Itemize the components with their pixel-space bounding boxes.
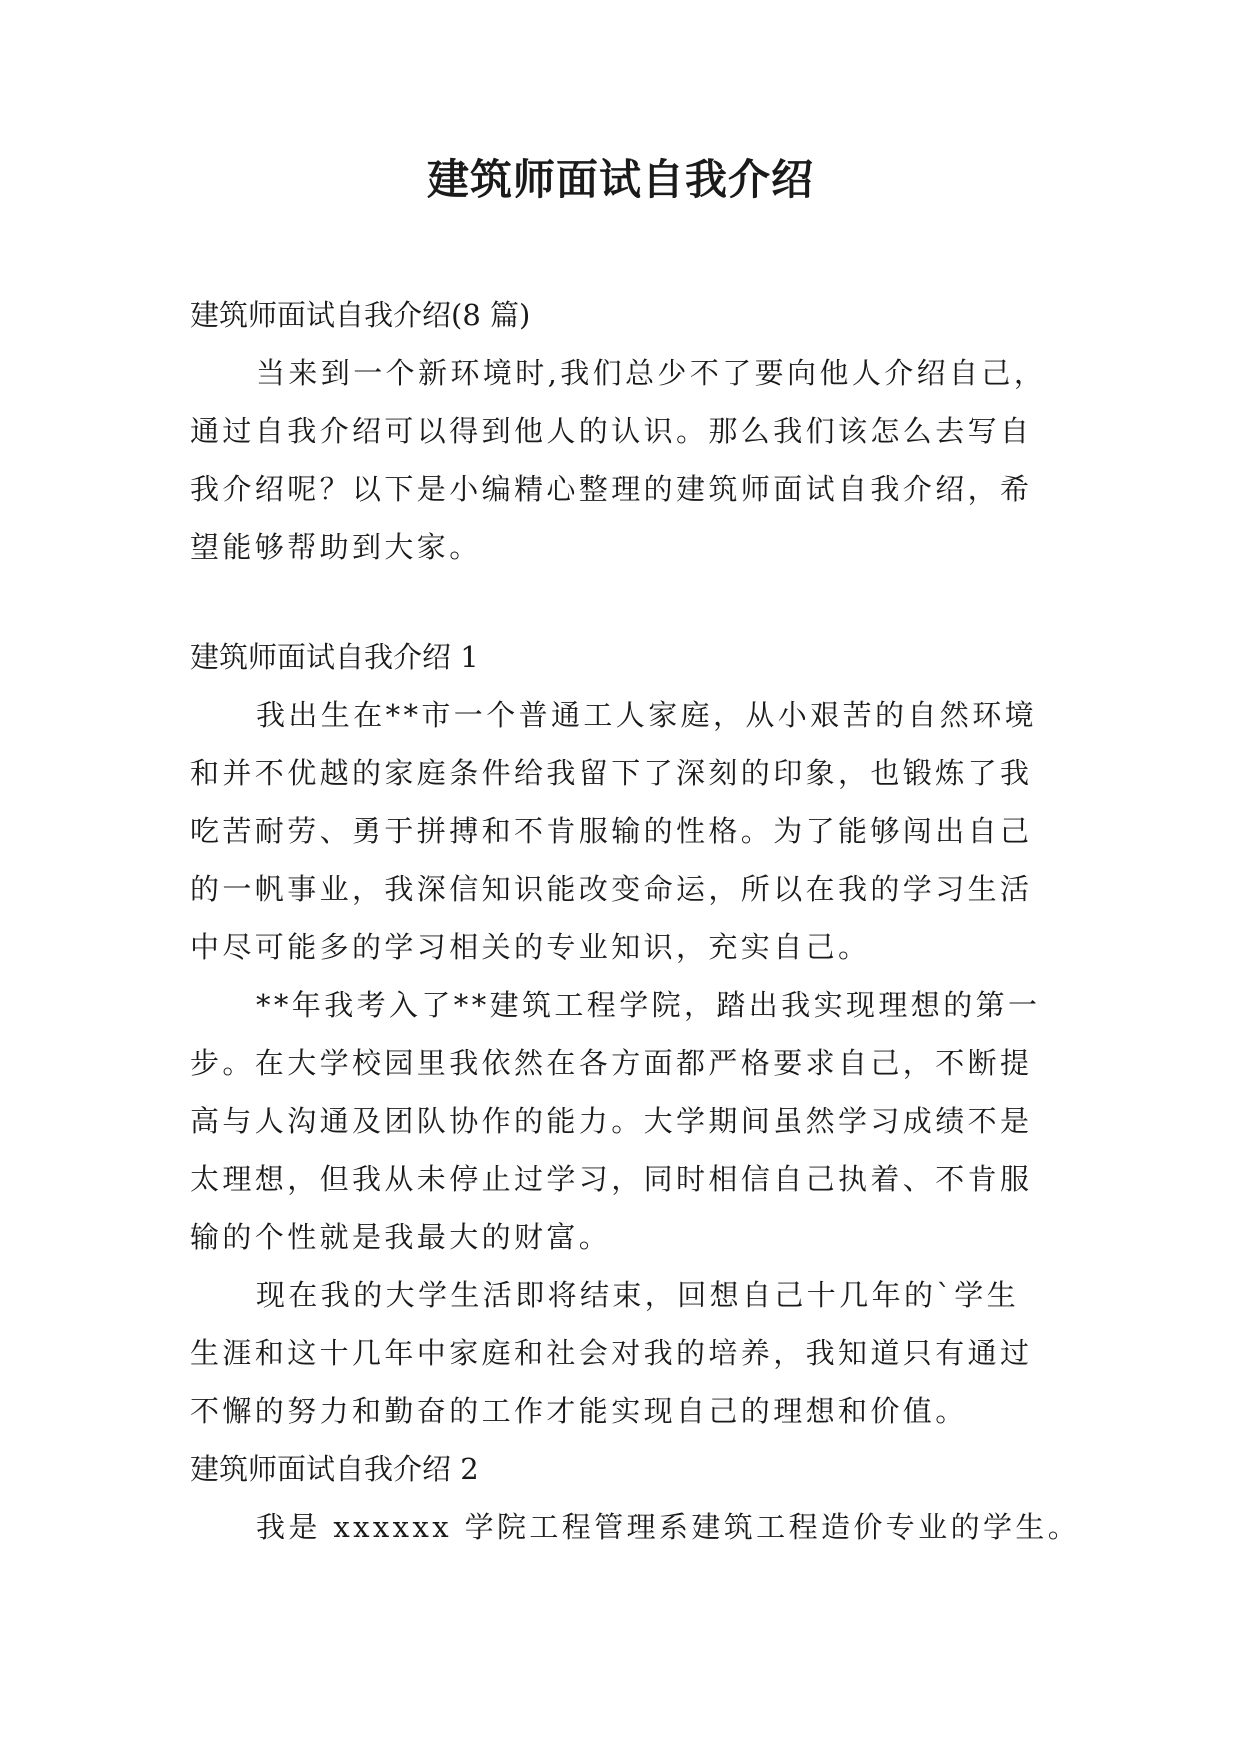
document-subtitle: 建筑师面试自我介绍(8 篇) — [190, 298, 531, 332]
text-line: 当来到一个新环境时,我们总少不了要向他人介绍自己， — [256, 356, 1047, 390]
text-line: 我是 xxxxxx 学院工程管理系建筑工程造价专业的学生。 — [256, 1510, 1081, 1544]
text-line: 不懈的努力和勤奋的工作才能实现自己的理想和价值。 — [190, 1394, 968, 1428]
text-line: **年我考入了**建筑工程学院，踏出我实现理想的第一 — [256, 988, 1041, 1022]
text-line: 和并不优越的家庭条件给我留下了深刻的印象，也锻炼了我 — [190, 756, 1033, 790]
text-line: 望能够帮助到大家。 — [190, 530, 482, 564]
section1-paragraph-3 — [190, 1266, 1050, 1440]
text-line: 高与人沟通及团队协作的能力。大学期间虽然学习成绩不是 — [190, 1104, 1033, 1138]
text-line: 生涯和这十几年中家庭和社会对我的培养，我知道只有通过 — [190, 1336, 1033, 1370]
text-line: 通过自我介绍可以得到他人的认识。那么我们该怎么去写自 — [190, 414, 1033, 448]
text-line: 中尽可能多的学习相关的专业知识，充实自己。 — [190, 930, 871, 964]
document-body — [190, 286, 1081, 1556]
text-line: 的一帆事业，我深信知识能改变命运，所以在我的学习生活 — [190, 872, 1033, 906]
section-heading-2: 建筑师面试自我介绍 2 — [190, 1452, 479, 1486]
text-line: 输的个性就是我最大的财富。 — [190, 1220, 612, 1254]
text-line: 太理想，但我从未停止过学习，同时相信自己执着、不肯服 — [190, 1162, 1033, 1196]
section1-paragraph-2 — [190, 976, 1050, 1266]
spacer — [190, 576, 1050, 628]
text-line: 吃苦耐劳、勇于拼搏和不肯服输的性格。为了能够闯出自己 — [190, 814, 1033, 848]
text-line: 现在我的大学生活即将结束，回想自己十几年的`学生 — [256, 1278, 1020, 1312]
section2-paragraph-1 — [190, 1498, 1081, 1556]
section1-paragraph-1 — [190, 686, 1050, 976]
document-title: 建筑师面试自我介绍 — [426, 155, 814, 204]
text-line: 我介绍呢？以下是小编精心整理的建筑师面试自我介绍，希 — [190, 472, 1033, 506]
section-heading-1: 建筑师面试自我介绍 1 — [190, 640, 479, 674]
text-line: 我出生在**市一个普通工人家庭，从小艰苦的自然环境 — [256, 698, 1038, 732]
text-line: 步。在大学校园里我依然在各方面都严格要求自己，不断提 — [190, 1046, 1033, 1080]
intro-paragraph — [190, 344, 1050, 576]
